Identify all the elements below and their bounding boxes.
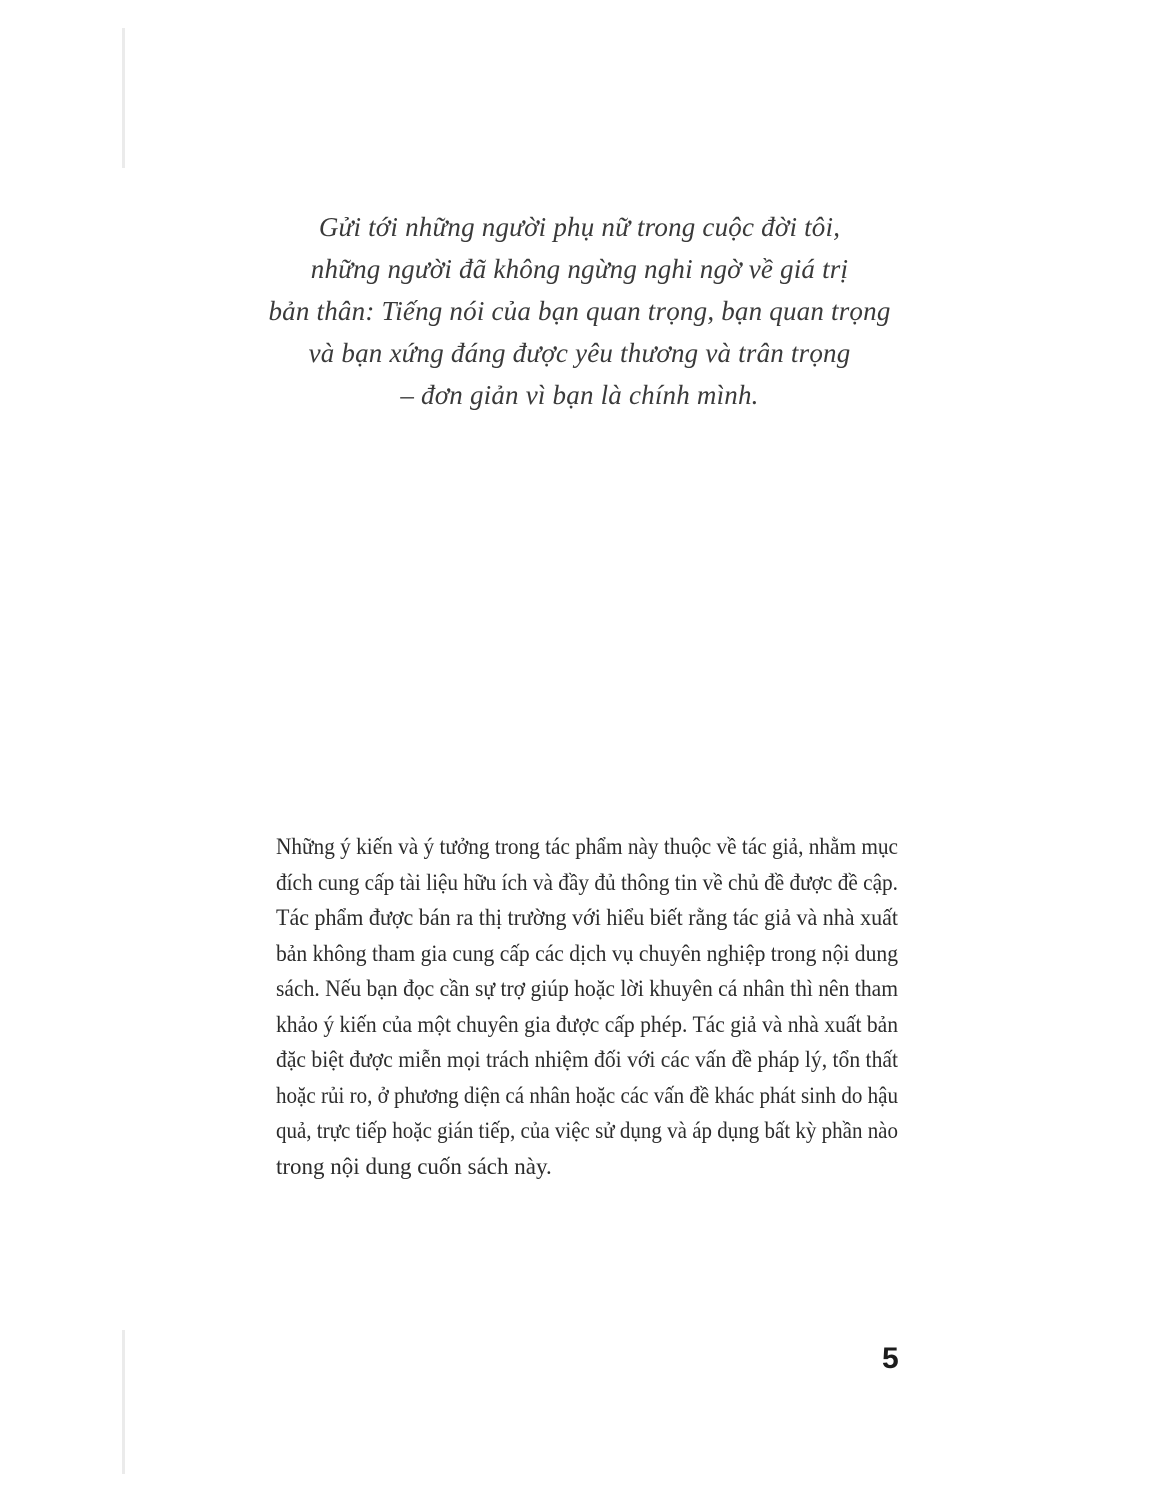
dedication-line: những người đã không ngừng nghi ngờ về giá trị bbox=[310, 254, 849, 284]
scan-edge-line-bottom bbox=[122, 1330, 125, 1474]
disclaimer-line-text: bản không tham gia cung cấp các dịch vụ chuyên nghiệp trong nội dung bbox=[276, 940, 898, 966]
disclaimer-line bbox=[276, 1078, 898, 1114]
disclaimer-line-text: sách. Nếu bạn đọc cần sự trợ giúp hoặc lời khuyên cá nhân thì nên tham bbox=[276, 976, 898, 1001]
dedication-line: bản thân: Tiếng nói của bạn quan trọng, bạn quan trọng bbox=[268, 296, 891, 326]
dedication-line: Gửi tới những người phụ nữ trong cuộc đời tôi, bbox=[318, 212, 841, 242]
disclaimer-line-text: Tác phẩm được bán ra thị trường với hiểu biết rằng tác giả và nhà xuất bbox=[276, 905, 898, 930]
dedication-line: – đơn giản vì bạn là chính mình. bbox=[400, 380, 759, 410]
disclaimer-line-text: quả, trực tiếp hoặc gián tiếp, của việc sử dụng và áp dụng bất kỳ phần nào bbox=[276, 1118, 898, 1143]
disclaimer-line-text: trong nội dung cuốn sách này. bbox=[276, 1153, 552, 1179]
disclaimer-line-text: đặc biệt được miễn mọi trách nhiệm đối với các vấn đề pháp lý, tổn thất bbox=[276, 1047, 898, 1072]
page-number: 5 bbox=[882, 1342, 899, 1375]
dedication-line: và bạn xứng đáng được yêu thương và trân trọng bbox=[308, 338, 851, 368]
disclaimer-line bbox=[276, 1007, 898, 1043]
disclaimer-line bbox=[276, 900, 898, 936]
disclaimer-line bbox=[276, 1113, 898, 1149]
disclaimer-paragraph bbox=[276, 829, 898, 1184]
scan-edge-line-top bbox=[122, 28, 125, 168]
disclaimer-line-text: đích cung cấp tài liệu hữu ích và đầy đủ thông tin về chủ đề được đề cập. bbox=[276, 869, 898, 895]
disclaimer-line bbox=[276, 865, 898, 901]
dedication bbox=[0, 206, 1159, 416]
disclaimer-line bbox=[276, 971, 898, 1007]
disclaimer-line bbox=[276, 936, 898, 972]
disclaimer-line-text: hoặc rủi ro, ở phương diện cá nhân hoặc các vấn đề khác phát sinh do hậu bbox=[276, 1082, 898, 1108]
disclaimer-line bbox=[276, 1149, 898, 1185]
disclaimer-line bbox=[276, 829, 898, 865]
disclaimer-line-text: khảo ý kiến của một chuyên gia được cấp phép. Tác giả và nhà xuất bản bbox=[276, 1011, 898, 1037]
disclaimer-line bbox=[276, 1042, 898, 1078]
disclaimer-line-text: Những ý kiến và ý tưởng trong tác phẩm này thuộc về tác giả, nhằm mục bbox=[276, 834, 898, 859]
